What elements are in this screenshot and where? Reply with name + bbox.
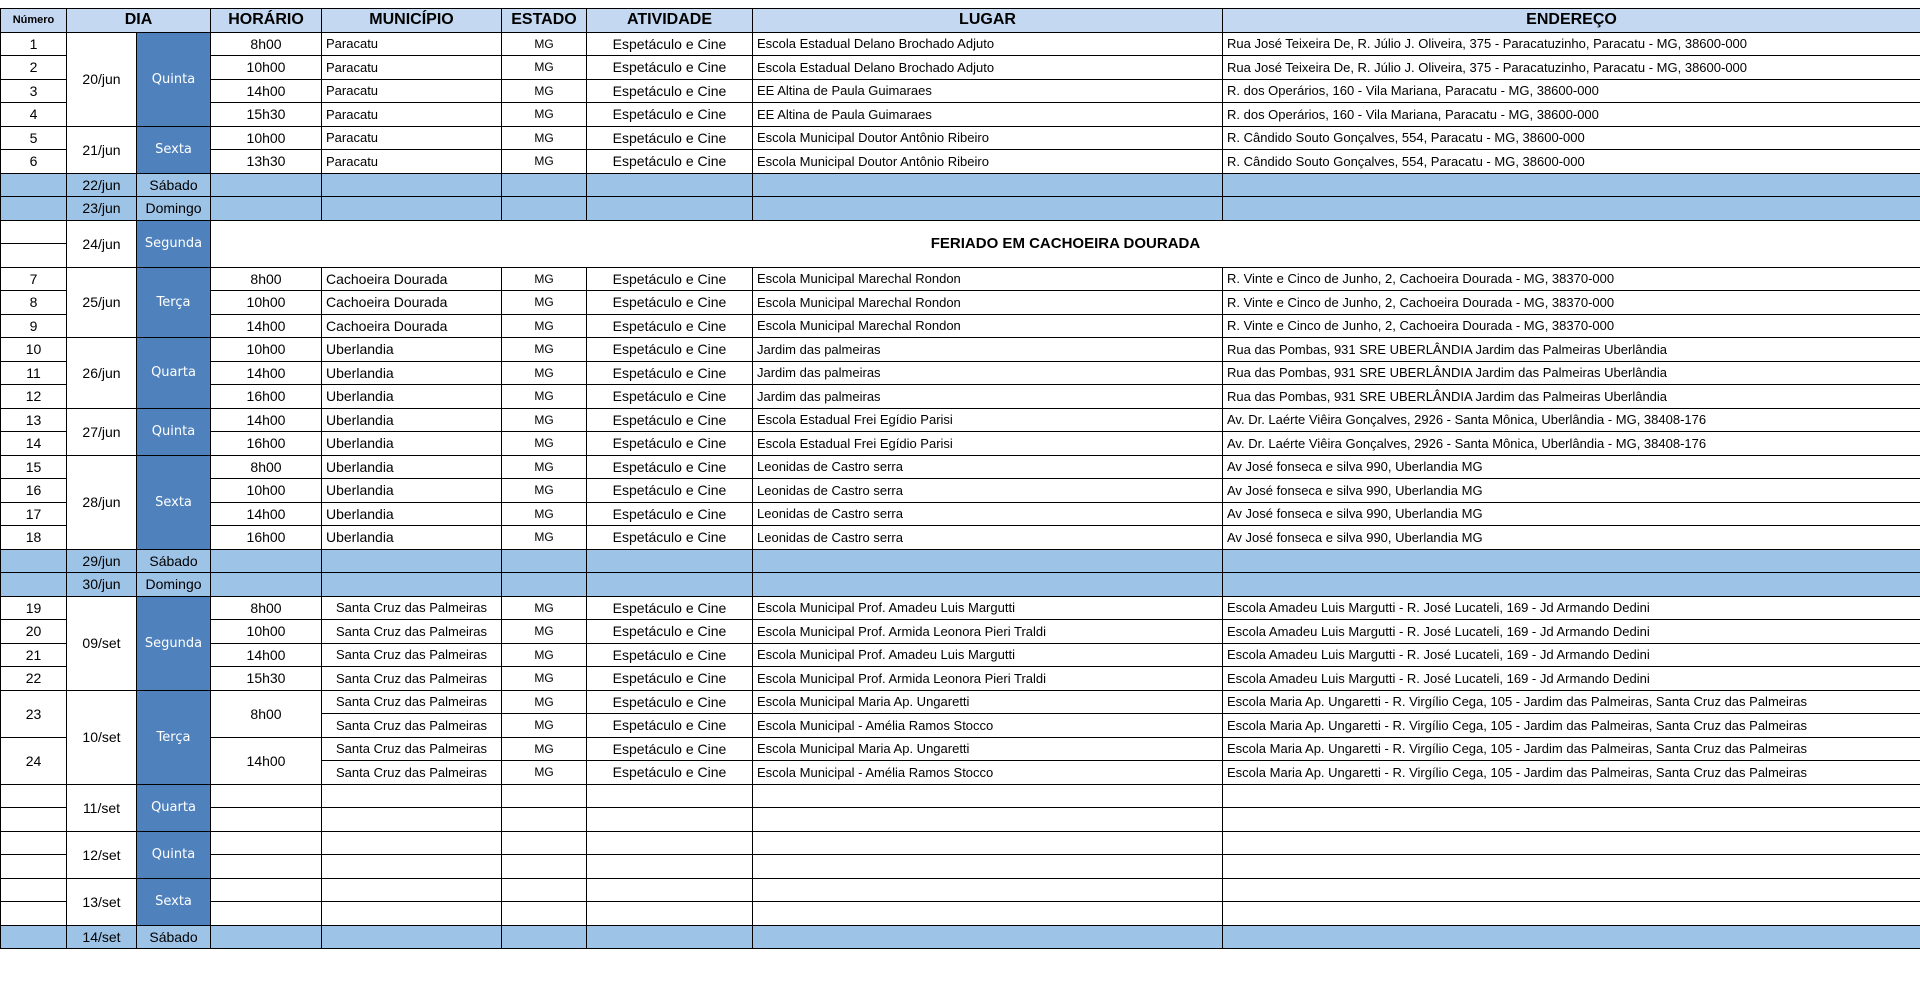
row-number: 13	[1, 408, 67, 432]
place-cell: Escola Estadual Delano Brochado Adjuto	[753, 32, 1223, 56]
table-row	[1, 432, 1920, 456]
address-cell: Escola Maria Ap. Ungaretti - R. Virgílio Cega, 105 - Jardim das Palmeiras, Santa Cruz das Palmeiras	[1223, 690, 1920, 714]
row-number	[1, 925, 67, 949]
row-number: 10	[1, 338, 67, 362]
holiday-row	[1, 220, 1920, 244]
weekday-cell: Quarta	[137, 338, 211, 409]
weekday-cell: Domingo	[137, 197, 211, 221]
place-cell: Escola Estadual Delano Brochado Adjuto	[753, 56, 1223, 80]
time-cell: 10h00	[211, 56, 322, 80]
state-cell: MG	[502, 103, 587, 127]
address-cell: R. dos Operários, 160 - Vila Mariana, Paracatu - MG, 38600-000	[1223, 79, 1920, 103]
date-cell: 09/set	[67, 596, 137, 690]
row-number	[1, 244, 67, 268]
weekday-cell: Sábado	[137, 925, 211, 949]
row-number: 19	[1, 596, 67, 620]
row-number: 1	[1, 32, 67, 56]
time-cell: 14h00	[211, 502, 322, 526]
place-cell: Escola Municipal Prof. Armida Leonora Pieri Traldi	[753, 667, 1223, 691]
date-cell: 14/set	[67, 925, 137, 949]
address-cell: R. Vinte e Cinco de Junho, 2, Cachoeira Dourada - MG, 38370-000	[1223, 314, 1920, 338]
state-cell: MG	[502, 56, 587, 80]
address-cell: Av José fonseca e silva 990, Uberlandia MG	[1223, 526, 1920, 550]
weekday-cell: Segunda	[137, 220, 211, 267]
time-cell: 13h30	[211, 150, 322, 174]
city-cell: Cachoeira Dourada	[322, 291, 502, 315]
state-cell: MG	[502, 408, 587, 432]
row-number: 11	[1, 361, 67, 385]
activity-cell: Espetáculo e Cine	[587, 291, 753, 315]
weekday-cell: Quinta	[137, 32, 211, 126]
activity-cell: Espetáculo e Cine	[587, 737, 753, 761]
table-row	[1, 150, 1920, 174]
state-cell: MG	[502, 596, 587, 620]
activity-cell: Espetáculo e Cine	[587, 79, 753, 103]
city-cell: Paracatu	[322, 126, 502, 150]
row-number: 18	[1, 526, 67, 550]
address-cell: Av José fonseca e silva 990, Uberlandia MG	[1223, 502, 1920, 526]
row-number	[1, 197, 67, 221]
date-cell: 12/set	[67, 831, 137, 878]
place-cell: Escola Estadual Frei Egídio Parisi	[753, 432, 1223, 456]
city-cell: Paracatu	[322, 150, 502, 174]
table-row	[1, 126, 1920, 150]
city-cell: Uberlandia	[322, 338, 502, 362]
place-cell: Escola Municipal - Amélia Ramos Stocco	[753, 714, 1223, 738]
state-cell: MG	[502, 361, 587, 385]
schedule-table	[0, 8, 1920, 949]
activity-cell: Espetáculo e Cine	[587, 385, 753, 409]
address-cell: Rua das Pombas, 931 SRE UBERLÂNDIA Jardim das Palmeiras Uberlândia	[1223, 338, 1920, 362]
weekday-cell: Sexta	[137, 126, 211, 173]
activity-cell: Espetáculo e Cine	[587, 526, 753, 550]
weekday-cell: Quinta	[137, 408, 211, 455]
activity-cell: Espetáculo e Cine	[587, 761, 753, 785]
table-row	[1, 56, 1920, 80]
city-cell: Santa Cruz das Palmeiras	[322, 690, 502, 714]
table-row	[1, 314, 1920, 338]
activity-cell: Espetáculo e Cine	[587, 408, 753, 432]
row-number: 16	[1, 479, 67, 503]
city-cell: Paracatu	[322, 32, 502, 56]
address-cell: R. Cândido Souto Gonçalves, 554, Paracatu - MG, 38600-000	[1223, 126, 1920, 150]
time-cell: 14h00	[211, 79, 322, 103]
row-number: 8	[1, 291, 67, 315]
table-row	[1, 643, 1920, 667]
city-cell: Cachoeira Dourada	[322, 267, 502, 291]
activity-cell: Espetáculo e Cine	[587, 455, 753, 479]
state-cell: MG	[502, 385, 587, 409]
state-cell: MG	[502, 291, 587, 315]
place-cell: Leonidas de Castro serra	[753, 455, 1223, 479]
date-cell: 26/jun	[67, 338, 137, 409]
time-cell: 10h00	[211, 291, 322, 315]
date-cell: 30/jun	[67, 573, 137, 597]
address-cell: Av. Dr. Laérte Viêira Gonçalves, 2926 - Santa Mônica, Uberlândia - MG, 38408-176	[1223, 432, 1920, 456]
activity-cell: Espetáculo e Cine	[587, 126, 753, 150]
table-row	[1, 690, 1920, 714]
weekday-cell: Quarta	[137, 784, 211, 831]
time-cell: 8h00	[211, 596, 322, 620]
row-number: 14	[1, 432, 67, 456]
row-number: 22	[1, 667, 67, 691]
state-cell: MG	[502, 526, 587, 550]
time-cell: 10h00	[211, 479, 322, 503]
place-cell: EE Altina de Paula Guimaraes	[753, 103, 1223, 127]
empty-row	[1, 831, 1920, 855]
state-cell: MG	[502, 479, 587, 503]
city-cell: Paracatu	[322, 56, 502, 80]
table-row	[1, 267, 1920, 291]
address-cell: Escola Maria Ap. Ungaretti - R. Virgílio Cega, 105 - Jardim das Palmeiras, Santa Cruz das Palmeiras	[1223, 737, 1920, 761]
row-number	[1, 573, 67, 597]
row-number: 4	[1, 103, 67, 127]
row-number: 7	[1, 267, 67, 291]
city-cell: Santa Cruz das Palmeiras	[322, 761, 502, 785]
city-cell: Santa Cruz das Palmeiras	[322, 643, 502, 667]
table-row	[1, 103, 1920, 127]
empty-row	[1, 878, 1920, 902]
state-cell: MG	[502, 267, 587, 291]
table-row	[1, 338, 1920, 362]
row-number: 12	[1, 385, 67, 409]
time-cell: 14h00	[211, 643, 322, 667]
city-cell: Santa Cruz das Palmeiras	[322, 620, 502, 644]
place-cell: Escola Municipal Maria Ap. Ungaretti	[753, 737, 1223, 761]
place-cell: Leonidas de Castro serra	[753, 526, 1223, 550]
state-cell: MG	[502, 690, 587, 714]
city-cell: Paracatu	[322, 79, 502, 103]
address-cell: R. Vinte e Cinco de Junho, 2, Cachoeira Dourada - MG, 38370-000	[1223, 267, 1920, 291]
time-cell: 16h00	[211, 526, 322, 550]
activity-cell: Espetáculo e Cine	[587, 314, 753, 338]
address-cell: Escola Amadeu Luis Margutti - R. José Lucateli, 169 - Jd Armando Dedini	[1223, 643, 1920, 667]
city-cell: Santa Cruz das Palmeiras	[322, 737, 502, 761]
row-number: 3	[1, 79, 67, 103]
activity-cell: Espetáculo e Cine	[587, 32, 753, 56]
address-cell: Escola Amadeu Luis Margutti - R. José Lucateli, 169 - Jd Armando Dedini	[1223, 596, 1920, 620]
table-row	[1, 620, 1920, 644]
table-row	[1, 502, 1920, 526]
city-cell: Uberlandia	[322, 385, 502, 409]
time-cell: 8h00	[211, 267, 322, 291]
address-cell: Rua das Pombas, 931 SRE UBERLÂNDIA Jardim das Palmeiras Uberlândia	[1223, 385, 1920, 409]
table-row	[1, 291, 1920, 315]
time-cell: 14h00	[211, 408, 322, 432]
weekday-cell: Terça	[137, 267, 211, 338]
row-number: 15	[1, 455, 67, 479]
place-cell: Jardim das palmeiras	[753, 338, 1223, 362]
state-cell: MG	[502, 432, 587, 456]
place-cell: Escola Municipal Marechal Rondon	[753, 267, 1223, 291]
date-cell: 11/set	[67, 784, 137, 831]
date-cell: 25/jun	[67, 267, 137, 338]
city-cell: Uberlandia	[322, 502, 502, 526]
header-horario: HORÁRIO	[211, 9, 322, 33]
weekday-cell: Sábado	[137, 549, 211, 573]
date-cell: 27/jun	[67, 408, 137, 455]
table-row	[1, 79, 1920, 103]
weekend-row	[1, 549, 1920, 573]
weekday-cell: Terça	[137, 690, 211, 784]
place-cell: Leonidas de Castro serra	[753, 479, 1223, 503]
table-row	[1, 667, 1920, 691]
header-dia: DIA	[67, 9, 211, 33]
activity-cell: Espetáculo e Cine	[587, 56, 753, 80]
date-cell: 13/set	[67, 878, 137, 925]
time-cell: 10h00	[211, 126, 322, 150]
table-row	[1, 455, 1920, 479]
city-cell: Cachoeira Dourada	[322, 314, 502, 338]
address-cell: Rua José Teixeira De, R. Júlio J. Oliveira, 375 - Paracatuzinho, Paracatu - MG, 38600-000	[1223, 32, 1920, 56]
time-cell: 16h00	[211, 385, 322, 409]
place-cell: Escola Municipal Marechal Rondon	[753, 314, 1223, 338]
activity-cell: Espetáculo e Cine	[587, 103, 753, 127]
city-cell: Uberlandia	[322, 526, 502, 550]
place-cell: Escola Municipal Prof. Armida Leonora Pieri Traldi	[753, 620, 1223, 644]
state-cell: MG	[502, 643, 587, 667]
row-number: 2	[1, 56, 67, 80]
address-cell: Av José fonseca e silva 990, Uberlandia MG	[1223, 455, 1920, 479]
place-cell: Escola Estadual Frei Egídio Parisi	[753, 408, 1223, 432]
row-number	[1, 220, 67, 244]
state-cell: MG	[502, 338, 587, 362]
time-cell: 16h00	[211, 432, 322, 456]
activity-cell: Espetáculo e Cine	[587, 620, 753, 644]
row-number: 20	[1, 620, 67, 644]
empty-row	[1, 808, 1920, 832]
time-cell: 8h00	[211, 32, 322, 56]
activity-cell: Espetáculo e Cine	[587, 690, 753, 714]
header-endereco: ENDEREÇO	[1223, 9, 1920, 33]
state-cell: MG	[502, 761, 587, 785]
place-cell: Escola Municipal Maria Ap. Ungaretti	[753, 690, 1223, 714]
place-cell: Leonidas de Castro serra	[753, 502, 1223, 526]
row-number: 9	[1, 314, 67, 338]
row-number: 21	[1, 643, 67, 667]
city-cell: Uberlandia	[322, 455, 502, 479]
activity-cell: Espetáculo e Cine	[587, 338, 753, 362]
weekend-row	[1, 197, 1920, 221]
table-row	[1, 408, 1920, 432]
date-cell: 23/jun	[67, 197, 137, 221]
time-cell: 10h00	[211, 620, 322, 644]
header-numero: Número	[1, 9, 67, 33]
row-number: 23	[1, 690, 67, 737]
empty-row	[1, 784, 1920, 808]
state-cell: MG	[502, 79, 587, 103]
empty-row	[1, 855, 1920, 879]
activity-cell: Espetáculo e Cine	[587, 714, 753, 738]
time-cell: 8h00	[211, 690, 322, 737]
row-number	[1, 173, 67, 197]
weekday-cell: Quinta	[137, 831, 211, 878]
time-cell: 8h00	[211, 455, 322, 479]
state-cell: MG	[502, 32, 587, 56]
weekday-cell: Sexta	[137, 878, 211, 925]
time-cell: 15h30	[211, 103, 322, 127]
activity-cell: Espetáculo e Cine	[587, 667, 753, 691]
weekday-cell: Sexta	[137, 455, 211, 549]
date-cell: 28/jun	[67, 455, 137, 549]
state-cell: MG	[502, 455, 587, 479]
header-estado: ESTADO	[502, 9, 587, 33]
date-cell: 24/jun	[67, 220, 137, 267]
place-cell: Escola Municipal Prof. Amadeu Luis Margutti	[753, 596, 1223, 620]
city-cell: Santa Cruz das Palmeiras	[322, 667, 502, 691]
time-cell: 10h00	[211, 338, 322, 362]
date-cell: 29/jun	[67, 549, 137, 573]
row-number: 6	[1, 150, 67, 174]
row-number: 24	[1, 737, 67, 784]
table-row	[1, 737, 1920, 761]
time-cell: 14h00	[211, 361, 322, 385]
activity-cell: Espetáculo e Cine	[587, 267, 753, 291]
state-cell: MG	[502, 502, 587, 526]
activity-cell: Espetáculo e Cine	[587, 361, 753, 385]
row-number	[1, 549, 67, 573]
table-row	[1, 596, 1920, 620]
activity-cell: Espetáculo e Cine	[587, 432, 753, 456]
header-lugar: LUGAR	[753, 9, 1223, 33]
header-row	[1, 9, 1920, 33]
header-municipio: MUNICÍPIO	[322, 9, 502, 33]
address-cell: Rua José Teixeira De, R. Júlio J. Oliveira, 375 - Paracatuzinho, Paracatu - MG, 38600-000	[1223, 56, 1920, 80]
table-row	[1, 385, 1920, 409]
state-cell: MG	[502, 314, 587, 338]
weekend-row	[1, 573, 1920, 597]
city-cell: Uberlandia	[322, 479, 502, 503]
time-cell: 14h00	[211, 314, 322, 338]
address-cell: R. Vinte e Cinco de Junho, 2, Cachoeira Dourada - MG, 38370-000	[1223, 291, 1920, 315]
table-row	[1, 361, 1920, 385]
address-cell: Av José fonseca e silva 990, Uberlandia MG	[1223, 479, 1920, 503]
date-cell: 10/set	[67, 690, 137, 784]
city-cell: Uberlandia	[322, 361, 502, 385]
address-cell: R. dos Operários, 160 - Vila Mariana, Paracatu - MG, 38600-000	[1223, 103, 1920, 127]
city-cell: Uberlandia	[322, 432, 502, 456]
place-cell: Jardim das palmeiras	[753, 361, 1223, 385]
address-cell: Escola Amadeu Luis Margutti - R. José Lucateli, 169 - Jd Armando Dedini	[1223, 667, 1920, 691]
weekend-row	[1, 925, 1920, 949]
weekend-row	[1, 173, 1920, 197]
state-cell: MG	[502, 714, 587, 738]
activity-cell: Espetáculo e Cine	[587, 150, 753, 174]
activity-cell: Espetáculo e Cine	[587, 502, 753, 526]
table-row	[1, 32, 1920, 56]
state-cell: MG	[502, 737, 587, 761]
empty-row	[1, 902, 1920, 926]
table-row	[1, 479, 1920, 503]
activity-cell: Espetáculo e Cine	[587, 643, 753, 667]
place-cell: Escola Municipal Doutor Antônio Ribeiro	[753, 126, 1223, 150]
activity-cell: Espetáculo e Cine	[587, 596, 753, 620]
header-atividade: ATIVIDADE	[587, 9, 753, 33]
address-cell: Escola Amadeu Luis Margutti - R. José Lucateli, 169 - Jd Armando Dedini	[1223, 620, 1920, 644]
address-cell: Escola Maria Ap. Ungaretti - R. Virgílio Cega, 105 - Jardim das Palmeiras, Santa Cruz das Palmeiras	[1223, 761, 1920, 785]
city-cell: Santa Cruz das Palmeiras	[322, 596, 502, 620]
state-cell: MG	[502, 620, 587, 644]
time-cell: 14h00	[211, 737, 322, 784]
address-cell: Av. Dr. Laérte Viêira Gonçalves, 2926 - Santa Mônica, Uberlândia - MG, 38408-176	[1223, 408, 1920, 432]
date-cell: 22/jun	[67, 173, 137, 197]
city-cell: Paracatu	[322, 103, 502, 127]
time-cell: 15h30	[211, 667, 322, 691]
place-cell: Escola Municipal Doutor Antônio Ribeiro	[753, 150, 1223, 174]
place-cell: Escola Municipal - Amélia Ramos Stocco	[753, 761, 1223, 785]
weekday-cell: Sábado	[137, 173, 211, 197]
address-cell: Rua das Pombas, 931 SRE UBERLÂNDIA Jardim das Palmeiras Uberlândia	[1223, 361, 1920, 385]
state-cell: MG	[502, 126, 587, 150]
place-cell: Escola Municipal Marechal Rondon	[753, 291, 1223, 315]
place-cell: Jardim das palmeiras	[753, 385, 1223, 409]
city-cell: Santa Cruz das Palmeiras	[322, 714, 502, 738]
place-cell: EE Altina de Paula Guimaraes	[753, 79, 1223, 103]
date-cell: 21/jun	[67, 126, 137, 173]
date-cell: 20/jun	[67, 32, 137, 126]
activity-cell: Espetáculo e Cine	[587, 479, 753, 503]
city-cell: Uberlandia	[322, 408, 502, 432]
row-number: 5	[1, 126, 67, 150]
address-cell: Escola Maria Ap. Ungaretti - R. Virgílio Cega, 105 - Jardim das Palmeiras, Santa Cruz das Palmeiras	[1223, 714, 1920, 738]
weekday-cell: Domingo	[137, 573, 211, 597]
weekday-cell: Segunda	[137, 596, 211, 690]
address-cell: R. Cândido Souto Gonçalves, 554, Paracatu - MG, 38600-000	[1223, 150, 1920, 174]
holiday-notice: FERIADO EM CACHOEIRA DOURADA	[211, 220, 1920, 267]
place-cell: Escola Municipal Prof. Amadeu Luis Margutti	[753, 643, 1223, 667]
state-cell: MG	[502, 667, 587, 691]
table-row	[1, 526, 1920, 550]
state-cell: MG	[502, 150, 587, 174]
row-number: 17	[1, 502, 67, 526]
